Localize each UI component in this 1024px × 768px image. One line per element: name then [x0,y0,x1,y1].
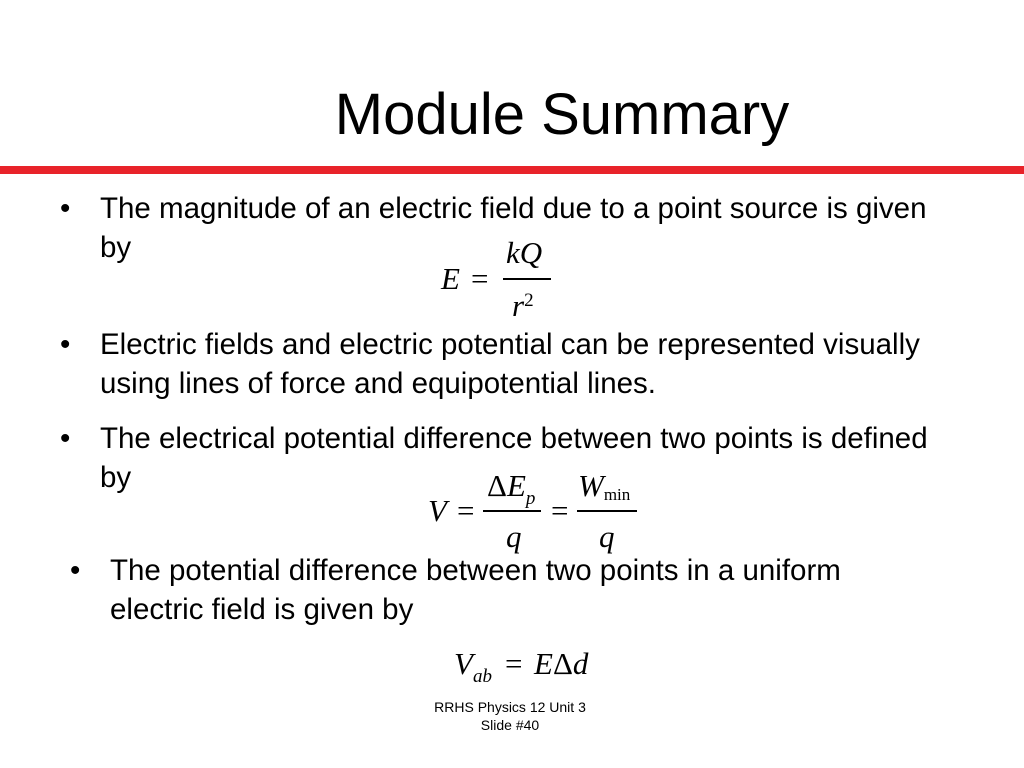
eq-exponent: 2 [524,290,534,311]
eq-symbol: E [441,261,460,296]
fraction-bar [483,510,541,512]
bullet-text: Electric fields and electric potential can be represented visually using lines of force and equipotential lines. [100,328,920,400]
eq-equals: = [551,493,569,528]
eq-denominator: q [506,519,522,554]
eq-equals: = [471,261,489,296]
bullet-2 [60,325,960,403]
bullet-text: The potential difference between two points in a uniform electric field is given by [110,554,841,626]
eq-equals: = [505,646,523,681]
bullet-marker: • [70,554,81,587]
delta-symbol: Δ [552,646,573,681]
fraction-bar [577,510,637,512]
eq-rhs-d: d [572,646,589,681]
footer-slide-number: Slide #40 [480,717,540,733]
eq-symbol: V [428,493,447,528]
eq-equals: = [457,493,475,528]
slide-title: Module Summary [334,82,790,147]
eq-numerator: kQ [506,235,543,270]
bullet-marker: • [60,328,71,361]
eq-rhs-e: E [534,646,553,681]
delta-symbol: Δ [487,468,507,503]
eq-subscript: p [525,488,536,509]
bullet-marker: • [60,192,71,225]
eq-symbol: V [454,646,473,681]
slide-footer [400,698,620,734]
eq-numerator: W [578,468,604,503]
eq-denominator: q [599,519,615,554]
eq-subscript: min [603,485,631,504]
footer-course: RRHS Physics 12 Unit 3 [434,699,586,715]
bullet-text: The electrical potential difference between two points is defined by [100,422,928,494]
bullet-marker: • [60,422,71,455]
bullet-4 [70,551,890,629]
bullet-text: The magnitude of an electric field due to a point source is given by [100,192,927,264]
eq-numerator: E [506,468,526,503]
fraction-bar [503,278,551,280]
eq-subscript: ab [472,666,492,687]
eq-denominator: r [512,288,525,323]
title-rule [0,166,1024,174]
